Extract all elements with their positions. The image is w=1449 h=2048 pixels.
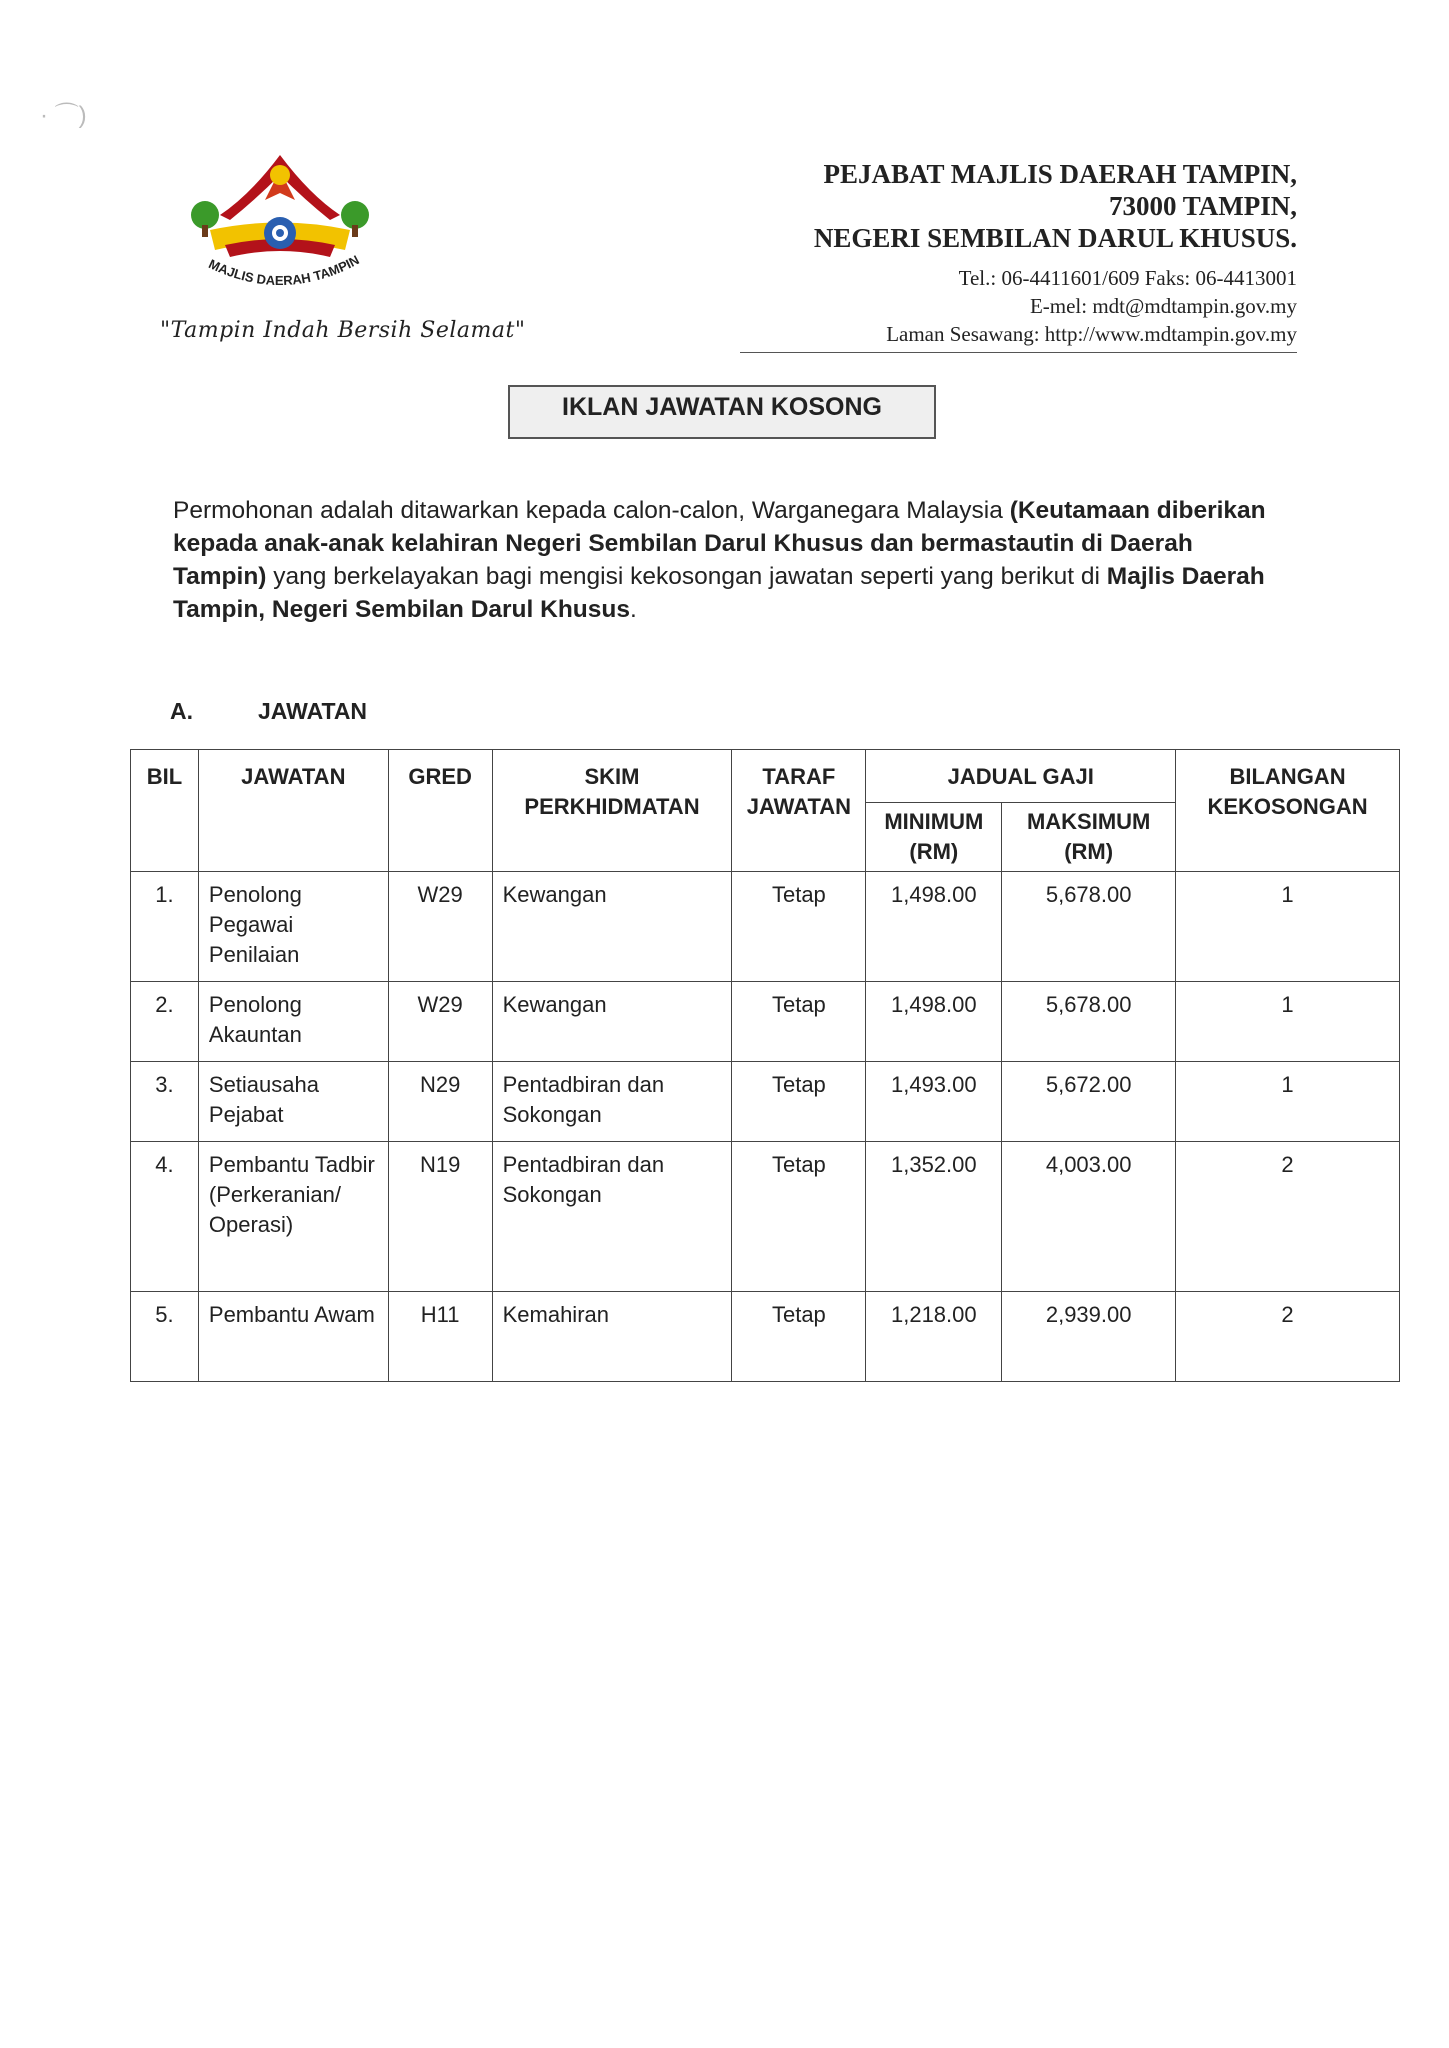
council-logo: [180, 145, 380, 305]
table-row: [131, 1292, 1400, 1382]
logo-text: MAJLIS DAERAH TAMPIN: [206, 252, 362, 289]
header-gred: GRED: [388, 750, 492, 872]
cell-gaji-maksimum: 4,003.00: [1002, 1142, 1176, 1292]
cell-bilangan: 2: [1176, 1292, 1400, 1382]
cell-gaji-minimum: 1,498.00: [866, 982, 1002, 1062]
cell-bil: 1.: [131, 872, 199, 982]
cell-bil: 5.: [131, 1292, 199, 1382]
header-jawatan: JAWATAN: [198, 750, 388, 872]
cell-jawatan: Penolong Pegawai Penilaian: [198, 872, 388, 982]
cell-skim: Kemahiran: [492, 1292, 732, 1382]
cell-gaji-minimum: 1,218.00: [866, 1292, 1002, 1382]
vacancy-table: [130, 749, 1400, 1382]
table-row: [131, 1062, 1400, 1142]
cell-gaji-maksimum: 5,678.00: [1002, 872, 1176, 982]
cell-jawatan: Penolong Akauntan: [198, 982, 388, 1062]
office-line-2: 73000 TAMPIN,: [1109, 191, 1297, 221]
scan-mark: · ⌒): [40, 102, 87, 129]
cell-jawatan: Pembantu Tadbir (Perkeranian/ Operasi): [198, 1142, 388, 1292]
intro-bold-2: Majlis Daerah Tampin, Negeri Sembilan Darul Khusus: [173, 563, 1265, 623]
cell-bilangan: 1: [1176, 982, 1400, 1062]
title-box: [508, 385, 936, 439]
office-address: [814, 158, 1297, 254]
table-row: [131, 982, 1400, 1062]
cell-jawatan: Setiausaha Pejabat: [198, 1062, 388, 1142]
council-motto: "Tampin Indah Bersih Selamat": [160, 318, 526, 343]
cell-skim: Kewangan: [492, 872, 732, 982]
office-line-3: NEGERI SEMBILAN DARUL KHUSUS.: [813, 223, 1297, 253]
cell-skim: Pentadbiran dan Sokongan: [492, 1142, 732, 1292]
table-row: [131, 1142, 1400, 1292]
intro-text-1: Permohonan adalah ditawarkan kepada calon-calon, Warganegara Malaysia: [173, 497, 1010, 524]
section-label: A.: [170, 698, 193, 724]
cell-taraf: Tetap: [732, 1062, 866, 1142]
cell-taraf: Tetap: [732, 982, 866, 1062]
office-line-1: PEJABAT MAJLIS DAERAH TAMPIN,: [823, 159, 1297, 189]
table-header-row: [131, 750, 1400, 803]
cell-gaji-maksimum: 5,678.00: [1002, 982, 1176, 1062]
header-divider: [740, 352, 1297, 353]
section-title: JAWATAN: [258, 698, 368, 724]
cell-bilangan: 1: [1176, 1062, 1400, 1142]
cell-gred: W29: [388, 982, 492, 1062]
header-minimum: MINIMUM (RM): [866, 803, 1002, 872]
section-heading: [170, 698, 367, 725]
cell-gaji-maksimum: 2,939.00: [1002, 1292, 1176, 1382]
website-address: Laman Sesawang: http://www.mdtampin.gov.my: [886, 322, 1297, 346]
header-taraf: TARAF JAWATAN: [732, 750, 866, 872]
contact-info: [886, 264, 1297, 348]
cell-taraf: Tetap: [732, 872, 866, 982]
svg-text:MAJLIS DAERAH TAMPIN: [206, 252, 361, 288]
cell-gred: H11: [388, 1292, 492, 1382]
cell-gaji-minimum: 1,352.00: [866, 1142, 1002, 1292]
intro-bold-1: (Keutamaan diberikan kepada anak-anak kelahiran Negeri Sembilan Darul Khusus dan bermastautin di Daerah Tampin): [173, 497, 1266, 590]
cell-bilangan: 2: [1176, 1142, 1400, 1292]
cell-gred: W29: [388, 872, 492, 982]
cell-gred: N19: [388, 1142, 492, 1292]
header-skim: SKIM PERKHIDMATAN: [492, 750, 732, 872]
intro-text-2: yang berkelayakan bagi mengisi kekosongan jawatan seperti yang berikut di: [266, 563, 1107, 590]
cell-gaji-minimum: 1,493.00: [866, 1062, 1002, 1142]
cell-bil: 4.: [131, 1142, 199, 1292]
cell-skim: Pentadbiran dan Sokongan: [492, 1062, 732, 1142]
email-address: E-mel: mdt@mdtampin.gov.my: [1029, 294, 1297, 318]
cell-jawatan: Pembantu Awam: [198, 1292, 388, 1382]
cell-bil: 2.: [131, 982, 199, 1062]
cell-taraf: Tetap: [732, 1292, 866, 1382]
cell-taraf: Tetap: [732, 1142, 866, 1292]
header-bilangan: BILANGAN KEKOSONGAN: [1176, 750, 1400, 872]
cell-gaji-minimum: 1,498.00: [866, 872, 1002, 982]
header-jadual-gaji: JADUAL GAJI: [866, 750, 1176, 803]
header-bil: BIL: [131, 750, 199, 872]
intro-text-3: .: [629, 596, 637, 623]
cell-gred: N29: [388, 1062, 492, 1142]
intro-paragraph: [173, 494, 1283, 626]
cell-bilangan: 1: [1176, 872, 1400, 982]
cell-gaji-maksimum: 5,672.00: [1002, 1062, 1176, 1142]
header-maksimum: MAKSIMUM (RM): [1002, 803, 1176, 872]
cell-skim: Kewangan: [492, 982, 732, 1062]
cell-bil: 3.: [131, 1062, 199, 1142]
page-title: IKLAN JAWATAN KOSONG: [562, 393, 882, 421]
table-row: [131, 872, 1400, 982]
telephone-fax: Tel.: 06-4411601/609 Faks: 06-4413001: [958, 266, 1297, 290]
